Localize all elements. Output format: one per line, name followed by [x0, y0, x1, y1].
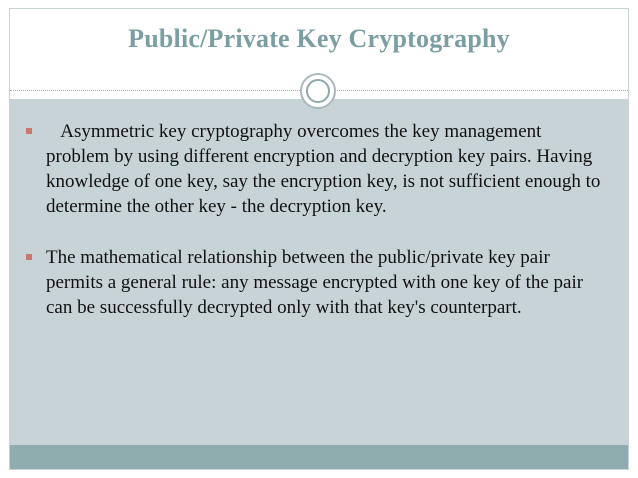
square-bullet-icon [26, 254, 32, 260]
footer-band [10, 445, 628, 469]
bullet-text: The mathematical relationship between the public/private key pair permits a general rule: any message encrypted with one key of the pair can be successfully decrypted only with that key's counterpart. [46, 247, 584, 318]
bullet-item [10, 119, 628, 219]
bullet-list [10, 119, 628, 320]
double-circle-icon [300, 73, 336, 109]
inner-circle [306, 79, 330, 103]
slide-title: Public/Private Key Cryptography [128, 24, 510, 53]
bullet-text: Asymmetric key cryptography overcomes the key management problem by using different encryption and decryption key pairs. Having knowledge of one key, say the encryption key, is not sufficient enough to determine the other key - the decryption key. [46, 121, 606, 217]
bullet-item [10, 245, 628, 320]
slide-frame [9, 8, 629, 470]
square-bullet-icon [26, 128, 32, 134]
